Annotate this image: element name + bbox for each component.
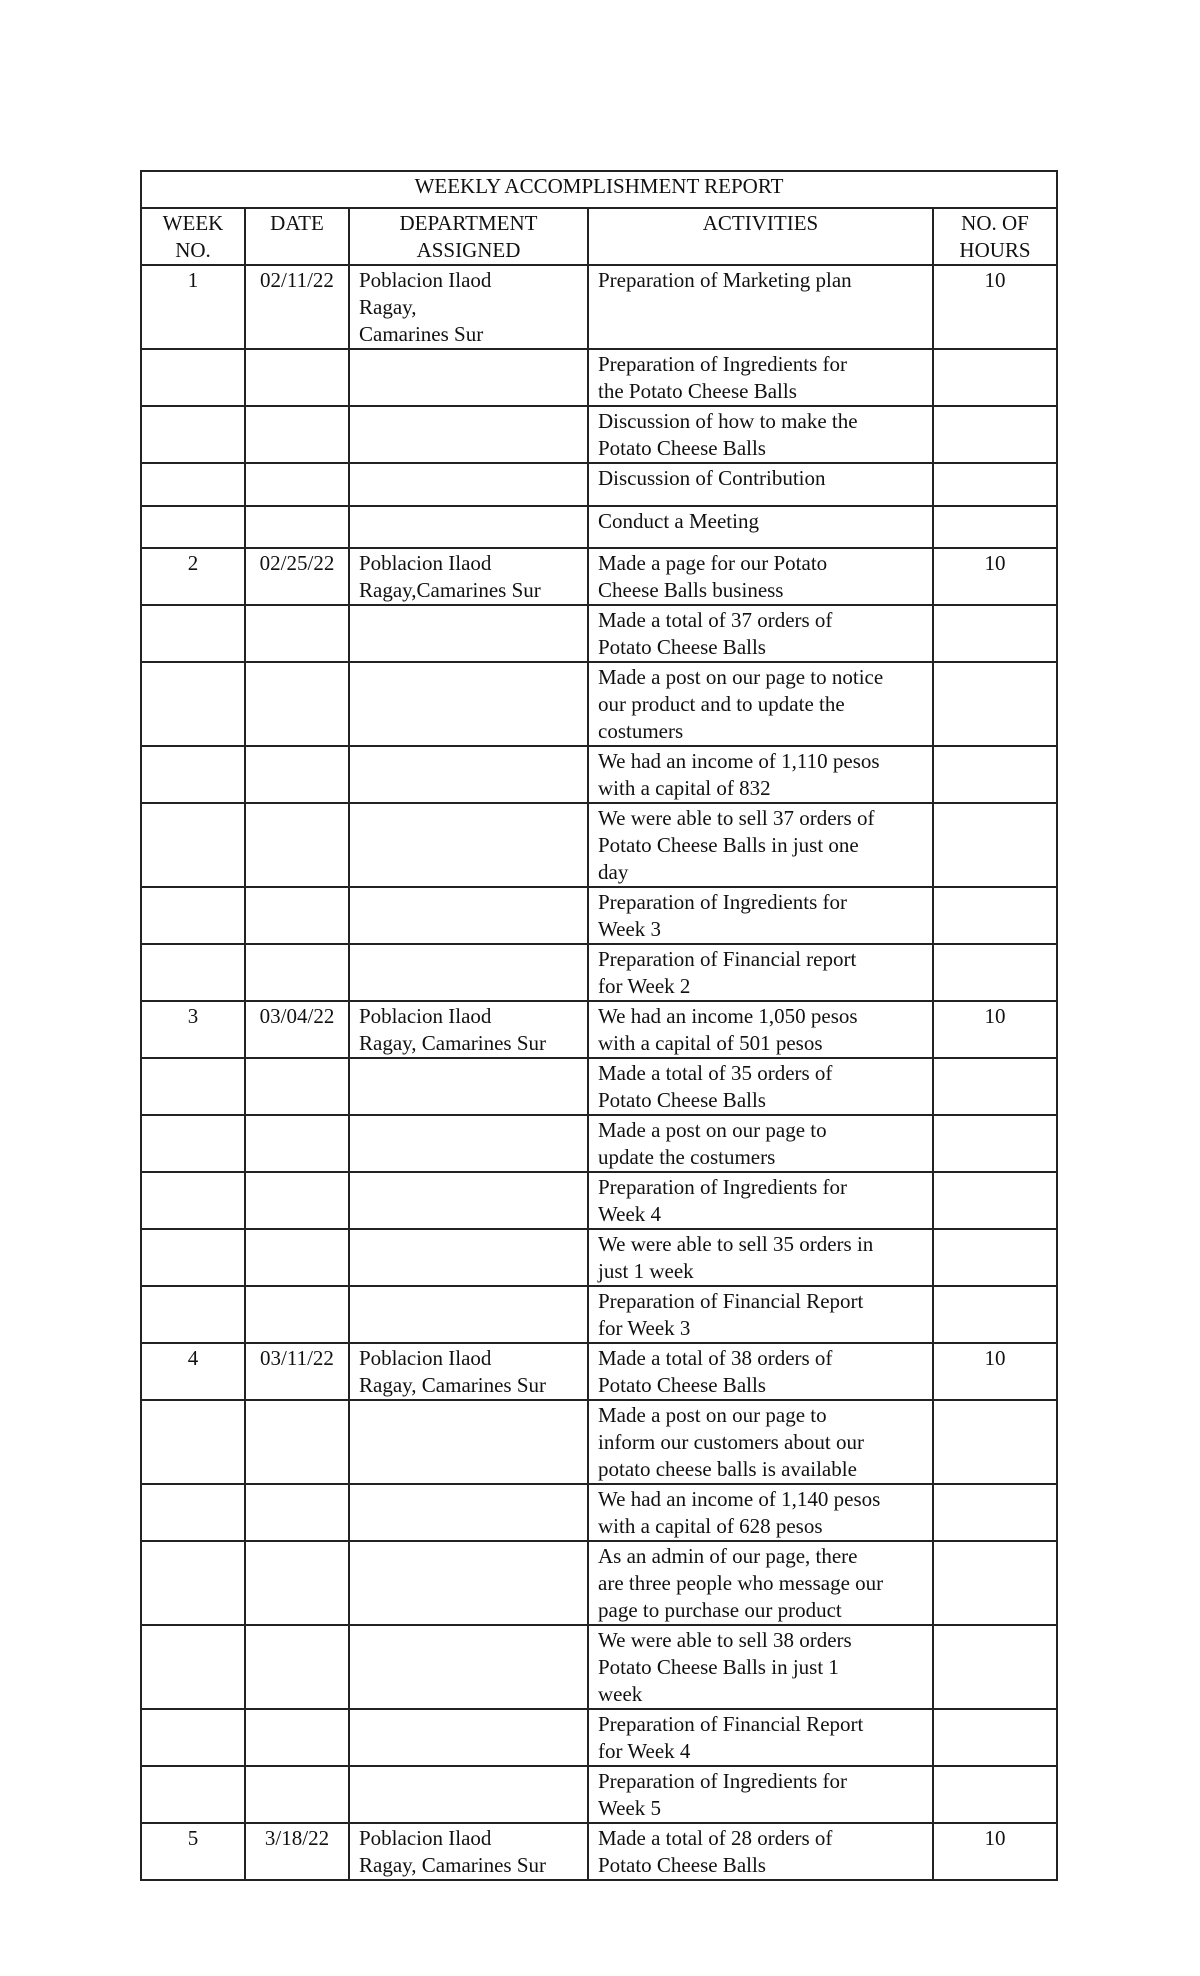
hours-cell: 10 — [933, 1001, 1057, 1058]
report-body — [141, 265, 1057, 1880]
activity-cell: Made a post on our page to notice our product and to update the costumers — [588, 662, 933, 746]
activity-cell: Made a page for our Potato Cheese Balls business — [588, 548, 933, 605]
activity-cell: We had an income of 1,110 pesos with a capital of 832 — [588, 746, 933, 803]
activity-cell: Discussion of how to make the Potato Cheese Balls — [588, 406, 933, 463]
table-row — [141, 1625, 1057, 1709]
date-cell — [245, 1484, 349, 1541]
activity-cell: Discussion of Contribution — [588, 463, 933, 506]
header-date: DATE — [245, 208, 349, 265]
hours-cell — [933, 944, 1057, 1001]
week-number-cell — [141, 506, 245, 548]
week-number-cell — [141, 605, 245, 662]
department-assigned-cell — [349, 1286, 588, 1343]
week-number-cell — [141, 1709, 245, 1766]
activity-cell: Preparation of Financial Report for Week 3 — [588, 1286, 933, 1343]
department-assigned-cell — [349, 349, 588, 406]
week-number-cell — [141, 1286, 245, 1343]
hours-cell: 10 — [933, 1343, 1057, 1400]
week-number-cell — [141, 1229, 245, 1286]
activity-cell: Preparation of Ingredients for Week 3 — [588, 887, 933, 944]
activity-cell: Preparation of Ingredients for Week 4 — [588, 1172, 933, 1229]
hours-cell — [933, 406, 1057, 463]
date-cell — [245, 349, 349, 406]
date-cell — [245, 463, 349, 506]
week-number-cell — [141, 803, 245, 887]
table-row — [141, 1229, 1057, 1286]
department-assigned-cell — [349, 803, 588, 887]
table-row — [141, 265, 1057, 349]
header-hours: NO. OF HOURS — [933, 208, 1057, 265]
activity-cell: We were able to sell 38 orders Potato Cheese Balls in just 1 week — [588, 1625, 933, 1709]
department-assigned-cell — [349, 1058, 588, 1115]
hours-cell: 10 — [933, 265, 1057, 349]
department-assigned-cell — [349, 605, 588, 662]
week-number-cell — [141, 1400, 245, 1484]
date-cell — [245, 1058, 349, 1115]
hours-cell — [933, 662, 1057, 746]
hours-cell — [933, 1766, 1057, 1823]
hours-cell — [933, 506, 1057, 548]
week-number-cell — [141, 1541, 245, 1625]
table-row — [141, 1286, 1057, 1343]
department-assigned-cell — [349, 463, 588, 506]
week-number-cell — [141, 1115, 245, 1172]
table-row — [141, 1115, 1057, 1172]
table-row — [141, 944, 1057, 1001]
week-number-cell: 5 — [141, 1823, 245, 1880]
activity-cell: We were able to sell 37 orders of Potato Cheese Balls in just one day — [588, 803, 933, 887]
hours-cell — [933, 1400, 1057, 1484]
week-number-cell: 2 — [141, 548, 245, 605]
header-row — [141, 208, 1057, 265]
week-number-cell — [141, 463, 245, 506]
department-assigned-cell: Poblacion Ilaod Ragay, Camarines Sur — [349, 1001, 588, 1058]
date-cell — [245, 1541, 349, 1625]
table-row — [141, 463, 1057, 506]
week-number-cell — [141, 662, 245, 746]
activity-cell: Preparation of Financial report for Week 2 — [588, 944, 933, 1001]
weekly-accomplishment-table — [140, 170, 1058, 1881]
table-row — [141, 1400, 1057, 1484]
table-row — [141, 746, 1057, 803]
week-number-cell — [141, 349, 245, 406]
department-assigned-cell — [349, 1484, 588, 1541]
hours-cell — [933, 463, 1057, 506]
hours-cell — [933, 803, 1057, 887]
table-row — [141, 1709, 1057, 1766]
header-week: WEEK NO. — [141, 208, 245, 265]
department-assigned-cell — [349, 1115, 588, 1172]
table-row — [141, 662, 1057, 746]
department-assigned-cell — [349, 406, 588, 463]
activity-cell: We had an income of 1,140 pesos with a capital of 628 pesos — [588, 1484, 933, 1541]
table-row — [141, 605, 1057, 662]
date-cell — [245, 1766, 349, 1823]
date-cell — [245, 605, 349, 662]
department-assigned-cell — [349, 1625, 588, 1709]
date-cell — [245, 887, 349, 944]
department-assigned-cell — [349, 944, 588, 1001]
table-row — [141, 506, 1057, 548]
department-assigned-cell: Poblacion Ilaod Ragay, Camarines Sur — [349, 1823, 588, 1880]
department-assigned-cell — [349, 1400, 588, 1484]
activity-cell: As an admin of our page, there are three people who message our page to purchase our product — [588, 1541, 933, 1625]
hours-cell — [933, 1484, 1057, 1541]
week-number-cell — [141, 1484, 245, 1541]
table-row — [141, 1058, 1057, 1115]
activity-cell: Made a total of 28 orders of Potato Cheese Balls — [588, 1823, 933, 1880]
report-title: WEEKLY ACCOMPLISHMENT REPORT — [141, 171, 1057, 208]
date-cell — [245, 1709, 349, 1766]
department-assigned-cell — [349, 1229, 588, 1286]
activity-cell: Preparation of Ingredients for the Potato Cheese Balls — [588, 349, 933, 406]
department-assigned-cell — [349, 746, 588, 803]
week-number-cell — [141, 944, 245, 1001]
hours-cell — [933, 1058, 1057, 1115]
date-cell: 3/18/22 — [245, 1823, 349, 1880]
hours-cell — [933, 1172, 1057, 1229]
hours-cell — [933, 746, 1057, 803]
hours-cell: 10 — [933, 1823, 1057, 1880]
activity-cell: Conduct a Meeting — [588, 506, 933, 548]
table-row — [141, 1484, 1057, 1541]
week-number-cell — [141, 1058, 245, 1115]
table-row — [141, 1823, 1057, 1880]
table-row — [141, 349, 1057, 406]
week-number-cell: 1 — [141, 265, 245, 349]
activity-cell: Made a post on our page to update the costumers — [588, 1115, 933, 1172]
hours-cell — [933, 1286, 1057, 1343]
table-row — [141, 406, 1057, 463]
table-row — [141, 1001, 1057, 1058]
department-assigned-cell — [349, 887, 588, 944]
table-row — [141, 548, 1057, 605]
hours-cell — [933, 1115, 1057, 1172]
table-row — [141, 803, 1057, 887]
activity-cell: Preparation of Financial Report for Week 4 — [588, 1709, 933, 1766]
department-assigned-cell: Poblacion Ilaod Ragay, Camarines Sur — [349, 265, 588, 349]
date-cell — [245, 406, 349, 463]
date-cell: 03/04/22 — [245, 1001, 349, 1058]
activity-cell: Made a post on our page to inform our customers about our potato cheese balls is available — [588, 1400, 933, 1484]
hours-cell — [933, 1625, 1057, 1709]
hours-cell — [933, 605, 1057, 662]
department-assigned-cell — [349, 1766, 588, 1823]
hours-cell — [933, 349, 1057, 406]
date-cell — [245, 1115, 349, 1172]
date-cell — [245, 1286, 349, 1343]
week-number-cell — [141, 406, 245, 463]
activity-cell: We were able to sell 35 orders in just 1 week — [588, 1229, 933, 1286]
week-number-cell — [141, 1625, 245, 1709]
hours-cell — [933, 1541, 1057, 1625]
date-cell — [245, 506, 349, 548]
hours-cell — [933, 1709, 1057, 1766]
header-activities: ACTIVITIES — [588, 208, 933, 265]
department-assigned-cell — [349, 506, 588, 548]
date-cell: 03/11/22 — [245, 1343, 349, 1400]
table-row — [141, 1541, 1057, 1625]
activity-cell: Preparation of Ingredients for Week 5 — [588, 1766, 933, 1823]
hours-cell — [933, 887, 1057, 944]
date-cell — [245, 803, 349, 887]
date-cell — [245, 1229, 349, 1286]
activity-cell: Preparation of Marketing plan — [588, 265, 933, 349]
activity-cell: Made a total of 35 orders of Potato Cheese Balls — [588, 1058, 933, 1115]
date-cell — [245, 662, 349, 746]
date-cell — [245, 1400, 349, 1484]
date-cell: 02/25/22 — [245, 548, 349, 605]
table-row — [141, 1766, 1057, 1823]
week-number-cell: 4 — [141, 1343, 245, 1400]
header-department: DEPARTMENT ASSIGNED — [349, 208, 588, 265]
table-row — [141, 1172, 1057, 1229]
hours-cell: 10 — [933, 548, 1057, 605]
week-number-cell — [141, 746, 245, 803]
activity-cell: Made a total of 37 orders of Potato Cheese Balls — [588, 605, 933, 662]
hours-cell — [933, 1229, 1057, 1286]
date-cell — [245, 746, 349, 803]
activity-cell: Made a total of 38 orders of Potato Cheese Balls — [588, 1343, 933, 1400]
table-row — [141, 1343, 1057, 1400]
department-assigned-cell — [349, 1172, 588, 1229]
week-number-cell — [141, 1766, 245, 1823]
week-number-cell: 3 — [141, 1001, 245, 1058]
date-cell — [245, 944, 349, 1001]
week-number-cell — [141, 887, 245, 944]
activity-cell: We had an income 1,050 pesos with a capital of 501 pesos — [588, 1001, 933, 1058]
date-cell — [245, 1625, 349, 1709]
week-number-cell — [141, 1172, 245, 1229]
department-assigned-cell: Poblacion Ilaod Ragay, Camarines Sur — [349, 1343, 588, 1400]
date-cell — [245, 1172, 349, 1229]
table-row — [141, 887, 1057, 944]
department-assigned-cell: Poblacion Ilaod Ragay,Camarines Sur — [349, 548, 588, 605]
department-assigned-cell — [349, 1709, 588, 1766]
date-cell: 02/11/22 — [245, 265, 349, 349]
department-assigned-cell — [349, 662, 588, 746]
department-assigned-cell — [349, 1541, 588, 1625]
